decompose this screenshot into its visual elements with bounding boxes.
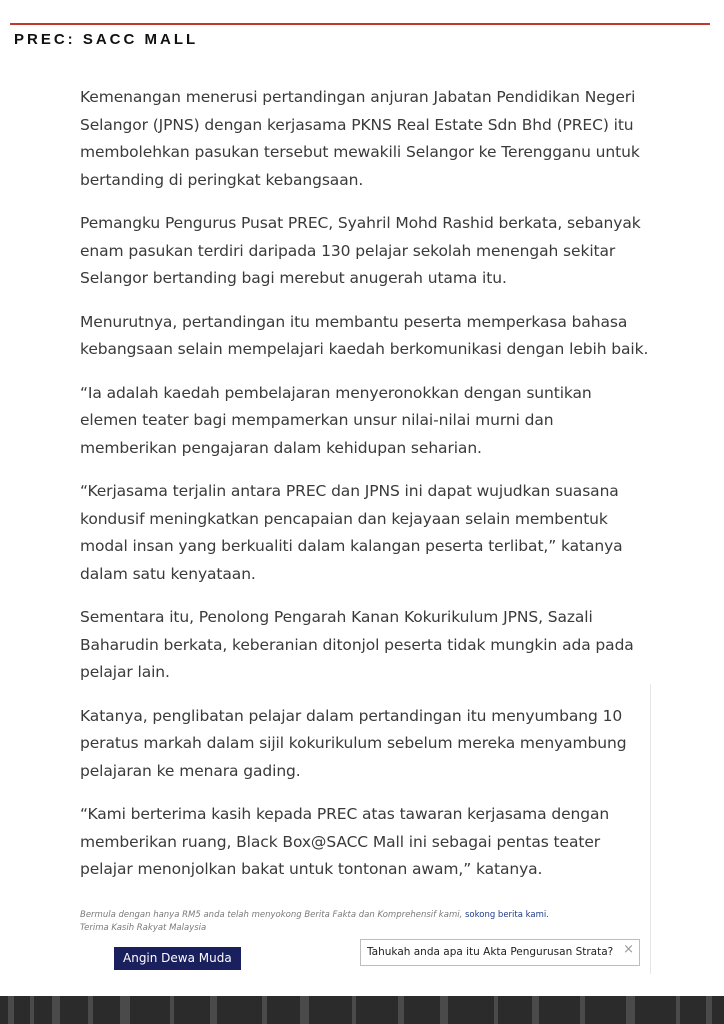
header-divider <box>10 23 710 25</box>
article-paragraph: “Ia adalah kaedah pembelajaran menyeronokkan dengan suntikan elemen teater bagi mempamerkan unsur nilai-nilai murni dan memberikan pengajaran dalam kehidupan seharian. <box>80 383 592 457</box>
support-thanks: Terima Kasih Rakyat Malaysia <box>80 923 207 933</box>
footer-image-strip <box>0 996 724 1024</box>
close-icon[interactable]: × <box>623 942 634 957</box>
related-article-popup[interactable] <box>360 939 640 966</box>
article-paragraph: “Kerjasama terjalin antara PREC dan JPNS ini dapat wujudkan suasana kondusif meningkatkan pencapaian dan kejayaan selain membentuk modal insan yang berkualiti dalam kalangan peserta terlibat,” katanya dalam satu kenyataan. <box>80 482 623 583</box>
article-paragraph: “Kami berterima kasih kepada PREC atas tawaran kerjasama dengan memberikan ruang, Black Box@SACC Mall ini sebagai pentas teater pelajar menonjolkan bakat untuk tontonan awam,” katanya. <box>80 805 610 878</box>
page-title: PREC: SACC MALL <box>14 31 199 48</box>
support-link[interactable]: sokong berita kami. <box>465 910 549 920</box>
tag-button[interactable]: Angin Dewa Muda <box>114 947 241 970</box>
article-paragraph: Pemangku Pengurus Pusat PREC, Syahril Mohd Rashid berkata, sebanyak enam pasukan terdiri daripada 130 pelajar sekolah menengah sekitar Selangor bertanding bagi merebut anugerah utama itu. <box>80 214 641 287</box>
support-text: Bermula dengan hanya RM5 anda telah menyokong Berita Fakta dan Komprehensif kami, <box>80 910 463 920</box>
popup-link-text[interactable]: Tahukah anda apa itu Akta Pengurusan Strata? <box>367 946 614 958</box>
article-paragraph: Kemenangan menerusi pertandingan anjuran Jabatan Pendidikan Negeri Selangor (JPNS) dengan kerjasama PKNS Real Estate Sdn Bhd (PREC) itu membolehkan pasukan tersebut mewakili Selangor ke Terengganu untuk bertanding di peringkat kebangsaan. <box>80 88 640 189</box>
article-body <box>80 84 650 900</box>
sidebar-divider <box>650 684 651 974</box>
article-paragraph: Menurutnya, pertandingan itu membantu peserta memperkasa bahasa kebangsaan selain mempelajari kaedah berkomunikasi dengan lebih baik. <box>80 312 649 358</box>
article-paragraph: Sementara itu, Penolong Pengarah Kanan Kokurikulum JPNS, Sazali Baharudin berkata, keberanian ditonjol peserta tidak mungkin ada pada pelajar lain. <box>80 608 634 681</box>
article-paragraph: Katanya, penglibatan pelajar dalam pertandingan itu menyumbang 10 peratus markah dalam sijil kokurikulum sebelum mereka menyambung pelajaran ke menara gading. <box>80 706 627 780</box>
support-notice <box>80 909 600 935</box>
